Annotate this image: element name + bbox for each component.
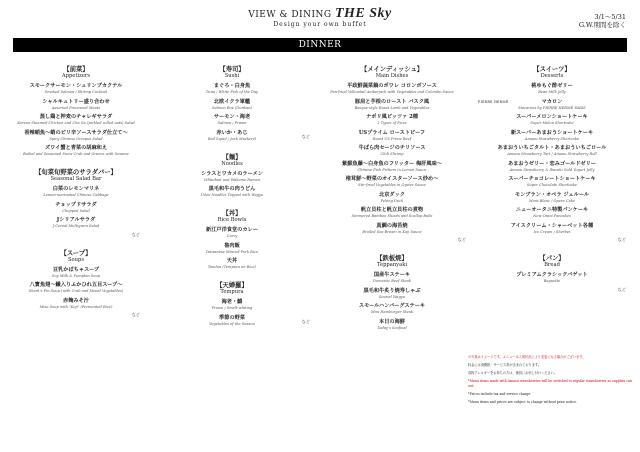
- item-en: Udon Noodles Topped with Wagyu: [200, 193, 264, 197]
- section-subtitle: Bread: [544, 262, 560, 268]
- item-en: Assorted Processed Meats: [51, 105, 101, 110]
- section-subtitle: Rice Bowls: [217, 217, 247, 223]
- item-en: Simmered Bamboo Shoots and Scallop Balls: [351, 214, 433, 218]
- item-en: New Otani Pancakes: [533, 214, 571, 218]
- menu-item: [478, 176, 626, 188]
- menu-item: [478, 192, 626, 204]
- item-jp: 新江戸洋食堂のカレー: [206, 227, 258, 233]
- item-jp: シラスとワカメのラーメン: [201, 170, 263, 177]
- item-jp: チョップドサラダ: [55, 201, 97, 208]
- item-en: Spicy Chinese Octopus Salad: [49, 136, 103, 141]
- item-jp: USプライム ローストビーフ: [358, 129, 426, 136]
- etc-note: など: [617, 286, 626, 292]
- item-en: Vegetables of the Season: [209, 321, 255, 326]
- menu-item: [478, 161, 626, 173]
- date-note: G.W.期間を除く: [578, 21, 626, 29]
- menu-item: [318, 130, 466, 142]
- menu-item: [168, 83, 296, 95]
- menu-item: [478, 207, 626, 219]
- item-jp: Jシリアルサラダ: [56, 217, 96, 223]
- footer-note: *Menu items and prices are subject to change without prior notice.: [468, 400, 577, 404]
- section-subtitle: Soups: [67, 256, 84, 263]
- section-title: 【天婦羅】: [216, 282, 248, 289]
- item-jp: まぐろ・白身魚: [213, 83, 251, 89]
- item-en: Seared Wagyu: [378, 294, 406, 299]
- section-subtitle: Sushi: [224, 73, 240, 79]
- footer-note: ※写真はイメージです。メニューは入荷状況により変更になる場合がございます。: [468, 355, 586, 359]
- menu-item: [318, 176, 466, 188]
- item-en: Whitebait and Wakame Ramen: [203, 177, 261, 182]
- menu-item: [478, 130, 626, 142]
- menu-item: [318, 161, 466, 173]
- item-jp: 国産牛ステーキ: [373, 272, 411, 278]
- section-subtitle: Main Dishes: [375, 73, 409, 79]
- section-subtitle: Seasonal Salad Bar: [50, 176, 102, 182]
- menu-item: [318, 223, 466, 235]
- menu-item: [318, 319, 466, 331]
- item-jp: スモークサーモン・シュリンプカクテル: [29, 83, 123, 89]
- section-rice-bowls: [168, 208, 296, 270]
- section-title: 【メインディッシュ】: [360, 66, 424, 73]
- item-en: Chopped Salad: [62, 208, 90, 213]
- item-en: Bean Milk Jelly: [538, 90, 566, 94]
- item-jp: 本日の海鮮: [379, 318, 405, 325]
- footer-note: 料金には消費税・サービス料が含まれております。: [468, 363, 542, 367]
- menu-item: [12, 267, 140, 279]
- item-en: Shark's Fin Soup (with Crab and Mixed Vegetables): [28, 289, 124, 293]
- etc-note: など: [617, 237, 626, 242]
- section-title: 【旬菜旬野菜のサラダバー】: [35, 169, 117, 176]
- item-en: Ice Cream / Sherbet: [533, 229, 571, 234]
- menu-item: [318, 83, 466, 95]
- menu-item: [12, 83, 140, 95]
- menu-item: [318, 114, 466, 126]
- item-jp: あまおういちごタルト・あまおういちごロール: [497, 145, 607, 151]
- menu-item: [318, 288, 466, 300]
- item-en: Peking Duck: [380, 198, 404, 203]
- etc-note: など: [131, 312, 140, 317]
- item-en: Broiled Sea Bream in Koji Sauce: [362, 229, 422, 234]
- section-title: 【スープ】: [60, 249, 92, 257]
- item-jp: ズワイ蟹と青菜の胡麻和え: [44, 145, 108, 151]
- section-subtitle: Tempura: [220, 289, 244, 295]
- section-title: 【麺】: [222, 153, 242, 161]
- column-1: [12, 64, 140, 328]
- item-en: 2 Types of Pizza: [377, 121, 407, 125]
- section-subtitle: Desserts: [540, 73, 564, 79]
- menu-item: [12, 145, 140, 157]
- item-en: Tendon (Tempura on Rice): [207, 265, 257, 269]
- item-jp: 魯肉飯: [224, 242, 240, 249]
- item-jp: 新スーパーあまおうショートケーキ: [510, 129, 594, 136]
- item-jp: スモールハンバーグステーキ: [358, 303, 426, 309]
- item-jp: 椎茸鮮～野菜のオイスターソース炒め～: [345, 176, 439, 182]
- item-jp: ニューオータニ特製パンケーキ: [515, 207, 589, 213]
- menu-item: [12, 99, 140, 111]
- brand-tag: PIERRE HERMÉ: [478, 99, 509, 104]
- item-en: Salmon / Prawn: [217, 121, 247, 125]
- item-jp: あまおうゼリー・恋みゴールドゼリー: [508, 160, 596, 167]
- item-en: Tuna / White Fish of the Day: [205, 90, 259, 94]
- menu-item: [168, 227, 296, 239]
- item-en: Curry: [226, 234, 238, 238]
- menu-item: [168, 186, 296, 198]
- item-jp: 八寳魚翅～鱶入りふかひれ五目スープ～: [29, 282, 123, 288]
- tagline: Design your own buffet: [273, 21, 367, 28]
- menu-item: [168, 171, 296, 183]
- item-jp: 赤いか・あじ: [216, 129, 248, 136]
- menu-item: [318, 192, 466, 204]
- footer-note: 食物アレルギーをお持ちの方は、係員にお申し付けください。: [468, 371, 558, 375]
- dinner-banner: DINNER: [13, 38, 627, 52]
- item-jp: 黒毛和牛炙り焼寿しゃぶ: [363, 287, 421, 294]
- item-en: J-Cereal Multigrain Salad: [52, 224, 100, 228]
- date-info: [579, 13, 626, 29]
- footer-note: *Prices include tax and service charge.: [468, 392, 532, 396]
- logo-name: THE Sky: [334, 6, 392, 21]
- menu-item: [478, 99, 626, 111]
- column-3: [318, 64, 466, 341]
- item-en: Domestic Beef Steak: [373, 279, 411, 283]
- date-range: 3/1～5/31: [594, 13, 626, 21]
- item-jp: 牛ばら肉セージのチリソース: [358, 145, 426, 151]
- section-title: 【スイーツ】: [533, 66, 571, 73]
- menu-item: [12, 202, 140, 214]
- item-jp: スーパーメロンショートケーキ: [516, 114, 588, 120]
- menu-item: [478, 223, 626, 235]
- item-jp: 季節の野菜: [219, 314, 245, 321]
- item-jp: 黒毛和牛の肉うどん: [208, 186, 256, 192]
- menu-item: [168, 258, 296, 270]
- item-en: Red Squid / Jack Mackerel: [207, 136, 257, 141]
- item-en: Pan-fried Yellowtail Amberjack with Vegetables and Colombo Sauce: [330, 90, 454, 94]
- menu-item: [478, 272, 626, 284]
- item-en: Amaou Strawberry & Ibaraki Gold Yogurt Jelly: [509, 167, 595, 172]
- item-en: Chinese Fish Fritters in Lemon Sauce: [357, 167, 427, 172]
- item-en: Super Melon Shortcake: [530, 121, 574, 125]
- item-en: Chili Shrimp: [380, 152, 404, 156]
- section-title: 【寿司】: [219, 66, 245, 73]
- item-jp: 平政鮮蔬菜鍋のポワレ コロンボソース: [347, 83, 437, 89]
- section-title: 【鉄板焼】: [376, 255, 408, 262]
- section-bread: [478, 253, 626, 293]
- menu-item: [12, 130, 140, 142]
- item-jp: 蒸し鶏と押麦のチャレギサラダ: [39, 114, 113, 120]
- item-en: Korean Steamed Chicken and Cha Ga (pickled rolled oats) Salad: [17, 121, 135, 125]
- item-jp: 海老・鱚: [221, 299, 243, 305]
- item-jp: モンブラン・オペラ ジェルール: [514, 191, 590, 198]
- menu-item: [478, 145, 626, 157]
- logo: [0, 6, 640, 28]
- menu-item: [318, 99, 466, 111]
- item-jp: サーモン・海老: [213, 114, 251, 120]
- item-jp: マカロン: [541, 98, 563, 105]
- section-subtitle: Appetizers: [61, 73, 91, 79]
- item-en: Amaou Strawberry Shortcake: [524, 136, 580, 141]
- item-en: Macarons by PIERRE HERMÉ PARIS: [518, 105, 586, 110]
- etc-note: など: [131, 231, 140, 237]
- item-en: Lemon-marinated Chinese Cabbage: [43, 193, 109, 197]
- item-en: Mini Hamburger Steak: [370, 310, 414, 314]
- item-en: Roast US Prime Beef: [372, 136, 412, 141]
- item-en: Amaou Strawberry Tart / Amaou Strawberry Roll: [507, 152, 597, 156]
- item-jp: 真鯛の海苔焼: [376, 222, 408, 229]
- item-jp: アイスクリーム・シャーベット各種: [510, 222, 594, 229]
- menu-item: [478, 114, 626, 126]
- menu-item: [168, 99, 296, 111]
- footer-notes: [468, 355, 633, 408]
- etc-note: など: [457, 237, 466, 242]
- menu-item: [12, 298, 140, 310]
- item-en: Today's Seafood: [377, 325, 407, 330]
- section-title: 【前菜】: [63, 66, 89, 73]
- menu-item: [318, 272, 466, 284]
- item-jp: 香辣蛸魚～蛸のピリ辛ソースサラダ仕立て～: [24, 129, 128, 136]
- section-seasonal-salad: [12, 167, 140, 238]
- logo-title: VIEW & DINING THE Sky: [248, 6, 392, 21]
- section-appetizers: [12, 64, 140, 157]
- menu-item: [318, 145, 466, 157]
- item-jp: 桃ゆもぐ酢ゼリー: [531, 83, 573, 89]
- menu-item: [168, 299, 296, 311]
- section-subtitle: Teppanyaki: [376, 262, 408, 268]
- item-jp: シャルキュトリー盛り合わせ: [42, 98, 110, 105]
- menu-item: [168, 243, 296, 255]
- item-jp: 北京ダック: [379, 191, 405, 198]
- menu-item: [12, 282, 140, 294]
- menu-item: [478, 83, 626, 95]
- item-en: Basque-style Roast Lamb and Vegetables: [354, 105, 430, 110]
- item-jp: スーパーチョコレートショートケーキ: [508, 176, 596, 182]
- item-en: Miso Soup with "Koji" (Fermented Rice): [39, 304, 113, 309]
- section-teppanyaki: [318, 253, 466, 331]
- etc-note: など: [301, 133, 310, 139]
- section-sushi: [168, 64, 310, 142]
- footer-note: *Menu items made with Amaou strawberries will be switched to regular strawberries as supplies run out.: [468, 379, 632, 388]
- item-jp: 白菜のレモンマリネ: [52, 186, 100, 192]
- item-jp: プレミアムクラシックバゲット: [516, 272, 588, 278]
- item-en: Super Chocolate Shortcake: [526, 183, 578, 187]
- menu-item: [168, 315, 296, 327]
- item-en: Mont Blanc / Opera Cake: [528, 198, 576, 203]
- item-en: Stir-fried Vegetables in Oyster Sauce: [358, 183, 426, 187]
- item-en: Smoked Salmon / Shrimp Cocktail: [44, 90, 108, 94]
- item-jp: ナポリ風ピッツァ 2種: [366, 114, 418, 120]
- menu-item: [318, 303, 466, 315]
- section-title: 【丼】: [222, 210, 242, 217]
- menu-item: [12, 186, 140, 198]
- section-desserts: [478, 64, 626, 243]
- item-en: Taiwanese Minced Pork Rice: [205, 249, 259, 254]
- section-soups: [12, 248, 140, 319]
- column-2: [168, 64, 310, 337]
- item-jp: 帆立貝柱と帆立貝柱の煮物: [360, 207, 424, 213]
- section-noodles: [168, 152, 296, 199]
- item-jp: 豆乳かぼちゃスープ: [52, 266, 100, 273]
- item-en: Boiled and Seasoned Snow Crab and Greens with Sesame: [23, 152, 129, 156]
- item-jp: 天丼: [226, 258, 238, 264]
- column-4: [478, 64, 626, 303]
- section-main-dishes: [318, 64, 466, 243]
- item-en: Soy Milk & Pumpkin Soup: [52, 273, 100, 278]
- item-jp: 豚肩と芋根のロースト バスク風: [354, 98, 430, 105]
- menu-item: [168, 114, 296, 126]
- item-jp: 北欧イクラ軍艦: [213, 98, 251, 105]
- menu-item: [168, 130, 296, 142]
- menu-item: [12, 114, 140, 126]
- item-en: Prawn / Smelt-whiting: [211, 306, 253, 310]
- section-tempura: [168, 280, 310, 327]
- item-en: Salmon Roe (Gunkan): [212, 105, 252, 110]
- section-subtitle: Noodles: [221, 160, 243, 167]
- etc-note: など: [301, 318, 310, 324]
- section-title: 【パン】: [539, 255, 565, 262]
- item-jp: 紫蘇魚藤～白身魚のフリッター 梅肝風味～: [342, 160, 442, 167]
- item-jp: 赤麹みそ汁: [63, 297, 89, 304]
- menu-item: [12, 217, 140, 229]
- menu-item: [318, 207, 466, 219]
- item-en: Baguette: [543, 279, 561, 283]
